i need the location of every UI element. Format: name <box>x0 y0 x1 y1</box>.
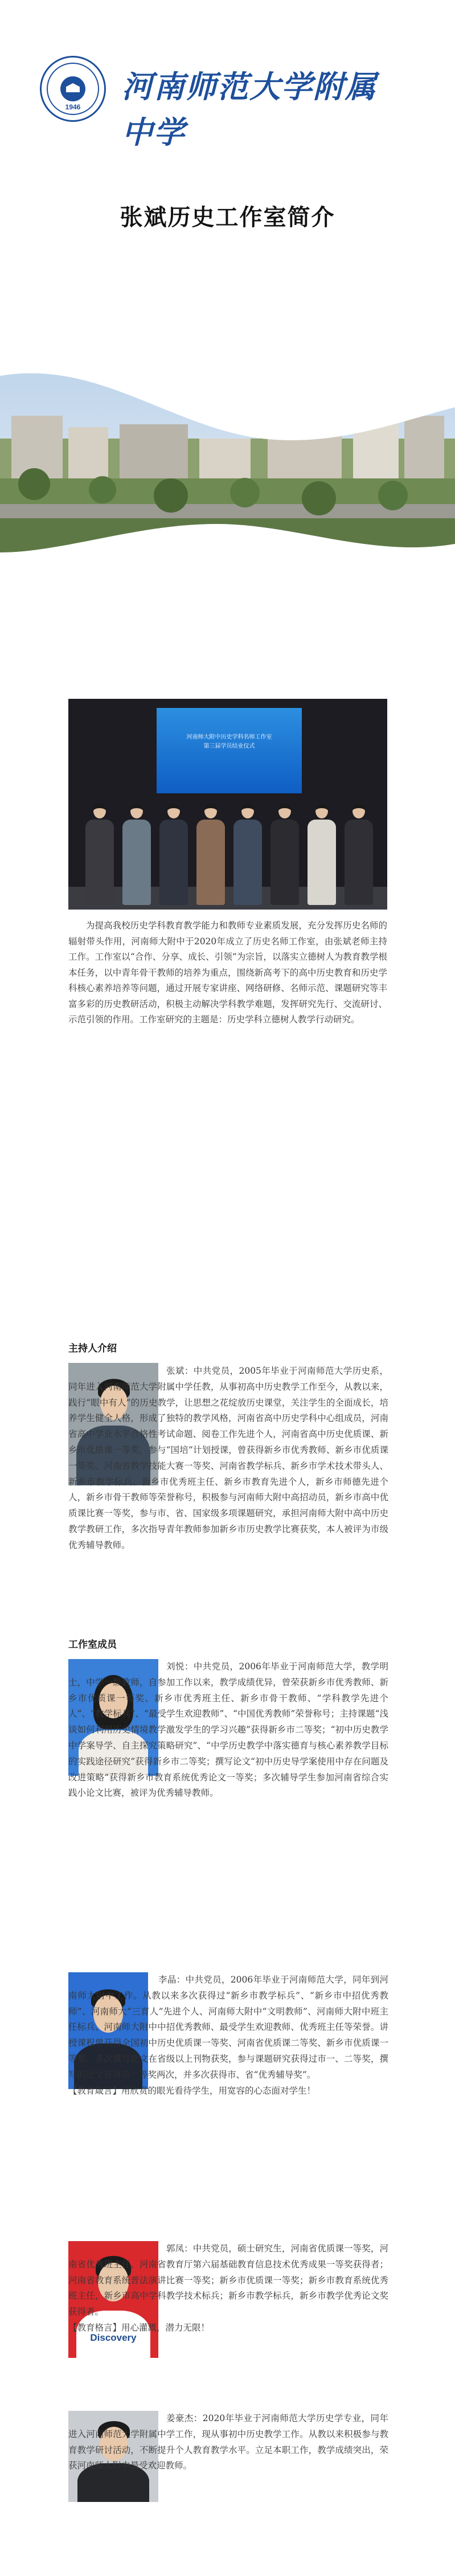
person-figure <box>159 804 188 905</box>
member-bio: 郭凤：中共党员，硕士研究生，河南省优质课一等奖，河南省优秀班主任，河南省教育厅第六届基础教育信息技术优秀成果一等奖获得者；河南省教育系统普法演讲比赛一等奖；新乡市优质课一等奖；新乡市教育系统优秀班主任，新乡市高中学科教学技术标兵；新乡市教学标兵，新乡市教学优秀论文奖获得者。 【教育格言】用心灌溉，潜力无限！ <box>68 2243 388 2333</box>
member-bio: 李晶：中共党员，2006年毕业于河南师范大学，同年到河南师大附中工作。从教以来多次获得过“新乡市教学标兵”、“新乡市中招优秀教师”、河南师大“三育人”先进个人、河南师大附中“文明教师”、河南师大附中班主任标兵、河南师大附中中招优秀教师、最受学生欢迎教师、优秀班主任等荣誉。讲授课程曾获得全国初中历史优质课一等奖、河南省优质课二等奖、新乡市优质课一等奖。多次撰写论文在省级以上刊物获奖，参与课题研究获得过市一、二等奖，撰写的论文获得市一等奖两次，并多次获得市、省“优秀辅导奖”。 【教育箴言】用欣赏的眼光看待学生，用宽容的心态面对学生！ <box>68 1975 388 2096</box>
member-bio: 姜豪杰：2020年毕业于河南师范大学历史学专业，同年进入河南师范大学附属中学工作，现从事初中历史教学工作。从教以来积极参与教育教学研讨活动，不断提升个人教育教学水平。立足本职工作，教学成绩突出，荣获河南师大附中最受欢迎教师。 <box>68 2413 388 2471</box>
person-figure <box>122 804 151 905</box>
photo-floor <box>68 887 387 910</box>
host-heading: 主持人介绍 <box>68 1343 117 1354</box>
page-title: 张斌历史工作室简介 <box>120 204 335 231</box>
logo-year: 1946 <box>65 103 81 111</box>
person-figure <box>345 804 373 905</box>
projector-screen <box>157 708 302 793</box>
members-heading: 工作室成员 <box>68 1639 117 1650</box>
campus-photo-banner <box>0 353 455 570</box>
school-name: 河南师范大学附属中学 <box>122 68 377 150</box>
logo-emblem-icon <box>60 76 85 101</box>
intro-paragraph: 为提高我校历史学科教育教学能力和教师专业素质发展，充分发挥历史名师的辐射带头作用，河南师大附中于2020年成立了历史名师工作室，由张斌老师主持工作。工作室以“合作、分享、成长、引领”为宗旨，以落实立德树人为教育教学根本任务，以中青年骨干教师的培养为重点，围绕新高考下的高中历史教育和历史学科核心素养培养等问题，通过开展专家讲座、网络研修、名师示范、课题研究等丰富多彩的历史教研活动，积极主动解决学科教学难题，发挥研究先行、交流研讨、示范引领的作用。工作室研究的主题是：历史学科立德树人教学行动研究。 <box>68 920 387 1025</box>
person-figure <box>85 804 114 905</box>
school-logo <box>40 56 106 122</box>
person-figure <box>196 804 225 905</box>
group-photo <box>68 699 387 910</box>
person-figure <box>270 804 299 905</box>
host-bio: 张斌：中共党员，2005年毕业于河南师范大学历史系，同年进入河南师范大学附属中学任教，从事初高中历史教学工作至今，从教以来，践行“眼中有人”的历史教学，让思想之花绽放历史课堂，关注学生的全面成长，培养学生健全人格，形成了独特的教学风格，河南省高中历史学科中心组成员，河南省高中学业水平合格性考试命题、阅卷工作先进个人，河南省高中历史优质课、新乡市优质课一等奖，参与“国培”计划授课，曾获得新乡市优秀教师、新乡市优质课一等奖、河南省教学技能大赛一等奖、河南省教学标兵、新乡市学术技术带头人、新乡市教学标兵、新乡市优秀班主任、新乡市教育先进个人，新乡市师德先进个人，新乡市骨干教师等荣誉称号，积极参与河南师大附中高招动员，新乡市高中优质课比赛一等奖，参与市、省、国家级多项课题研究，承担河南师大附中高中历史教学教研工作，多次指导青年教师参加新乡市历史教学比赛获奖，本人被评为市级优秀辅导教师。 <box>68 1366 388 1550</box>
member-bio: 刘悦：中共党员，2006年毕业于河南师范大学，教学明士，中学一级教师，自参加工作以来，教学成绩优异，曾荣获新乡市优秀教师、新乡市优质课一等奖、新乡市优秀班主任、新乡市骨干教师、“学科教学先进个人”、“教学标兵”、“最受学生欢迎教师”、“中国优秀教师”荣誉称号；主持课题“浅谈如何利用历史情境教学激发学生的学习兴趣”获得新乡市二等奖；“初中历史教学中学案导学、自主探究策略研究”、“中学历史教学中落实德育与核心素养教学目标的实践途径研究”获得新乡市二等奖；撰写论文“初中历史导学案使用中存在问题及改进策略”获得新乡市教育系统优秀论文一等奖；多次辅导学生参加河南省综合实践小论文比赛，被评为优秀辅导教师。 <box>68 1661 388 1799</box>
shirt-logo: Discovery <box>90 2332 137 2343</box>
screen-subtitle: 第三届学员结业仪式 <box>203 743 255 750</box>
person-figure <box>308 804 336 905</box>
screen-title: 河南师大附中历史学科名师工作室 <box>186 734 272 740</box>
person-figure <box>233 804 262 905</box>
